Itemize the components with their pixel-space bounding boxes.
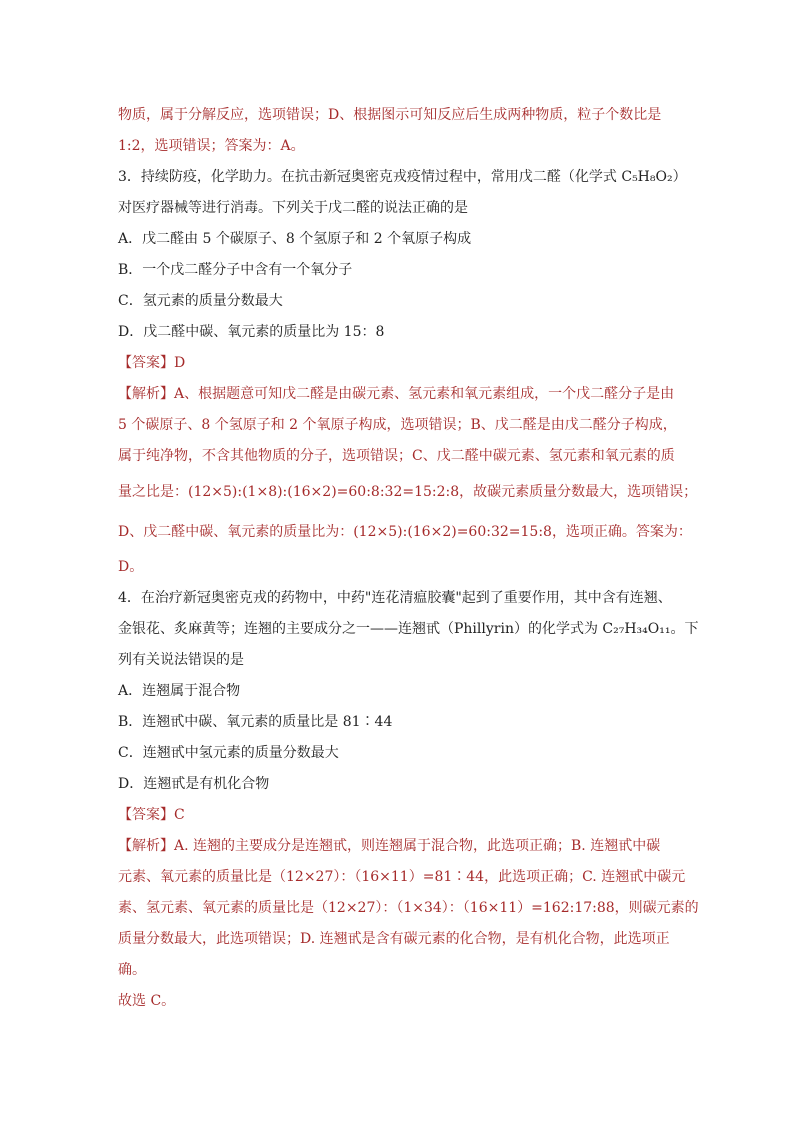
- text-line: D．连翘甙是有机化合物: [118, 776, 270, 792]
- text-line: A．连翘属于混合物: [118, 683, 241, 699]
- text-line: 量之比是：(12×5):(1×8):(16×2)=60:8:32=15:2:8，故碳元素质量分数最大，选项错误；: [118, 484, 698, 500]
- text-line: 4．在治疗新冠奥密克戎的药物中，中药"连花清瘟胶囊"起到了重要作用，其中含有连翘、: [118, 590, 672, 606]
- text-line: D。: [118, 559, 144, 575]
- text-line: 元素、氧元素的质量比是（12×27）：（16×11）=81∶44，此选项正确；C. 连翘甙中碳元: [118, 869, 686, 885]
- text-line: 【解析】A. 连翘的主要成分是连翘甙，则连翘属于混合物，此选项正确；B. 连翘甙中碳: [118, 838, 661, 854]
- text-line: 3．持续防疫，化学助力。在抗击新冠奥密克戎疫情过程中，常用戊二醛（化学式 C₅H₈O₂）: [118, 169, 687, 185]
- text-line: 【解析】A、根据题意可知戊二醛是由碳元素、氢元素和氧元素组成，一个戊二醛分子是由: [118, 386, 675, 402]
- text-line: B．连翘甙中碳、氧元素的质量比是 81∶44: [118, 714, 393, 730]
- document-body: [118, 100, 698, 1017]
- text-line: C．氢元素的质量分数最大: [118, 293, 283, 309]
- text-line: C．连翘甙中氢元素的质量分数最大: [118, 745, 339, 761]
- text-line: A．戊二醛由 5 个碳原子、8 个氢原子和 2 个氧原子构成: [118, 231, 472, 247]
- text-line: 1:2，选项错误；答案为：A。: [118, 138, 305, 154]
- text-line: 【答案】C: [118, 807, 185, 823]
- text-line: 属于纯净物，不含其他物质的分子，选项错误；C、戊二醛中碳元素、氢元素和氧元素的质: [118, 448, 675, 464]
- text-line: 质量分数最大，此选项错误；D. 连翘甙是含有碳元素的化合物，是有机化合物，此选项正: [118, 931, 670, 947]
- text-line: 故选 C。: [118, 993, 176, 1009]
- text-line: 【答案】D: [118, 355, 186, 371]
- text-line: D、戊二醛中碳、氧元素的质量比为：(12×5):(16×2)=60:32=15:8，选项正确。答案为：: [118, 524, 692, 540]
- text-line: B．一个戊二醛分子中含有一个氧分子: [118, 262, 353, 278]
- text-line: 金银花、炙麻黄等；连翘的主要成分之一——连翘甙（Phillyrin）的化学式为 C₂₇H₃₄O₁₁。下: [118, 621, 699, 637]
- text-line: 物质，属于分解反应，选项错误；D、根据图示可知反应后生成两种物质，粒子个数比是: [118, 107, 662, 123]
- text-line: 确。: [118, 962, 146, 978]
- text-line: 素、氢元素、氧元素的质量比是（12×27）：（1×34）：（16×11）=162:17:88，则碳元素的: [118, 900, 699, 916]
- text-line: 5 个碳原子、8 个氢原子和 2 个氧原子构成，选项错误；B、戊二醛是由戊二醛分子构成，: [118, 417, 677, 433]
- text-line: 列有关说法错误的是: [118, 652, 244, 668]
- text-line: 对医疗器械等进行消毒。下列关于戊二醛的说法正确的是: [118, 200, 468, 216]
- text-line: D．戊二醛中碳、氧元素的质量比为 15：8: [118, 324, 385, 340]
